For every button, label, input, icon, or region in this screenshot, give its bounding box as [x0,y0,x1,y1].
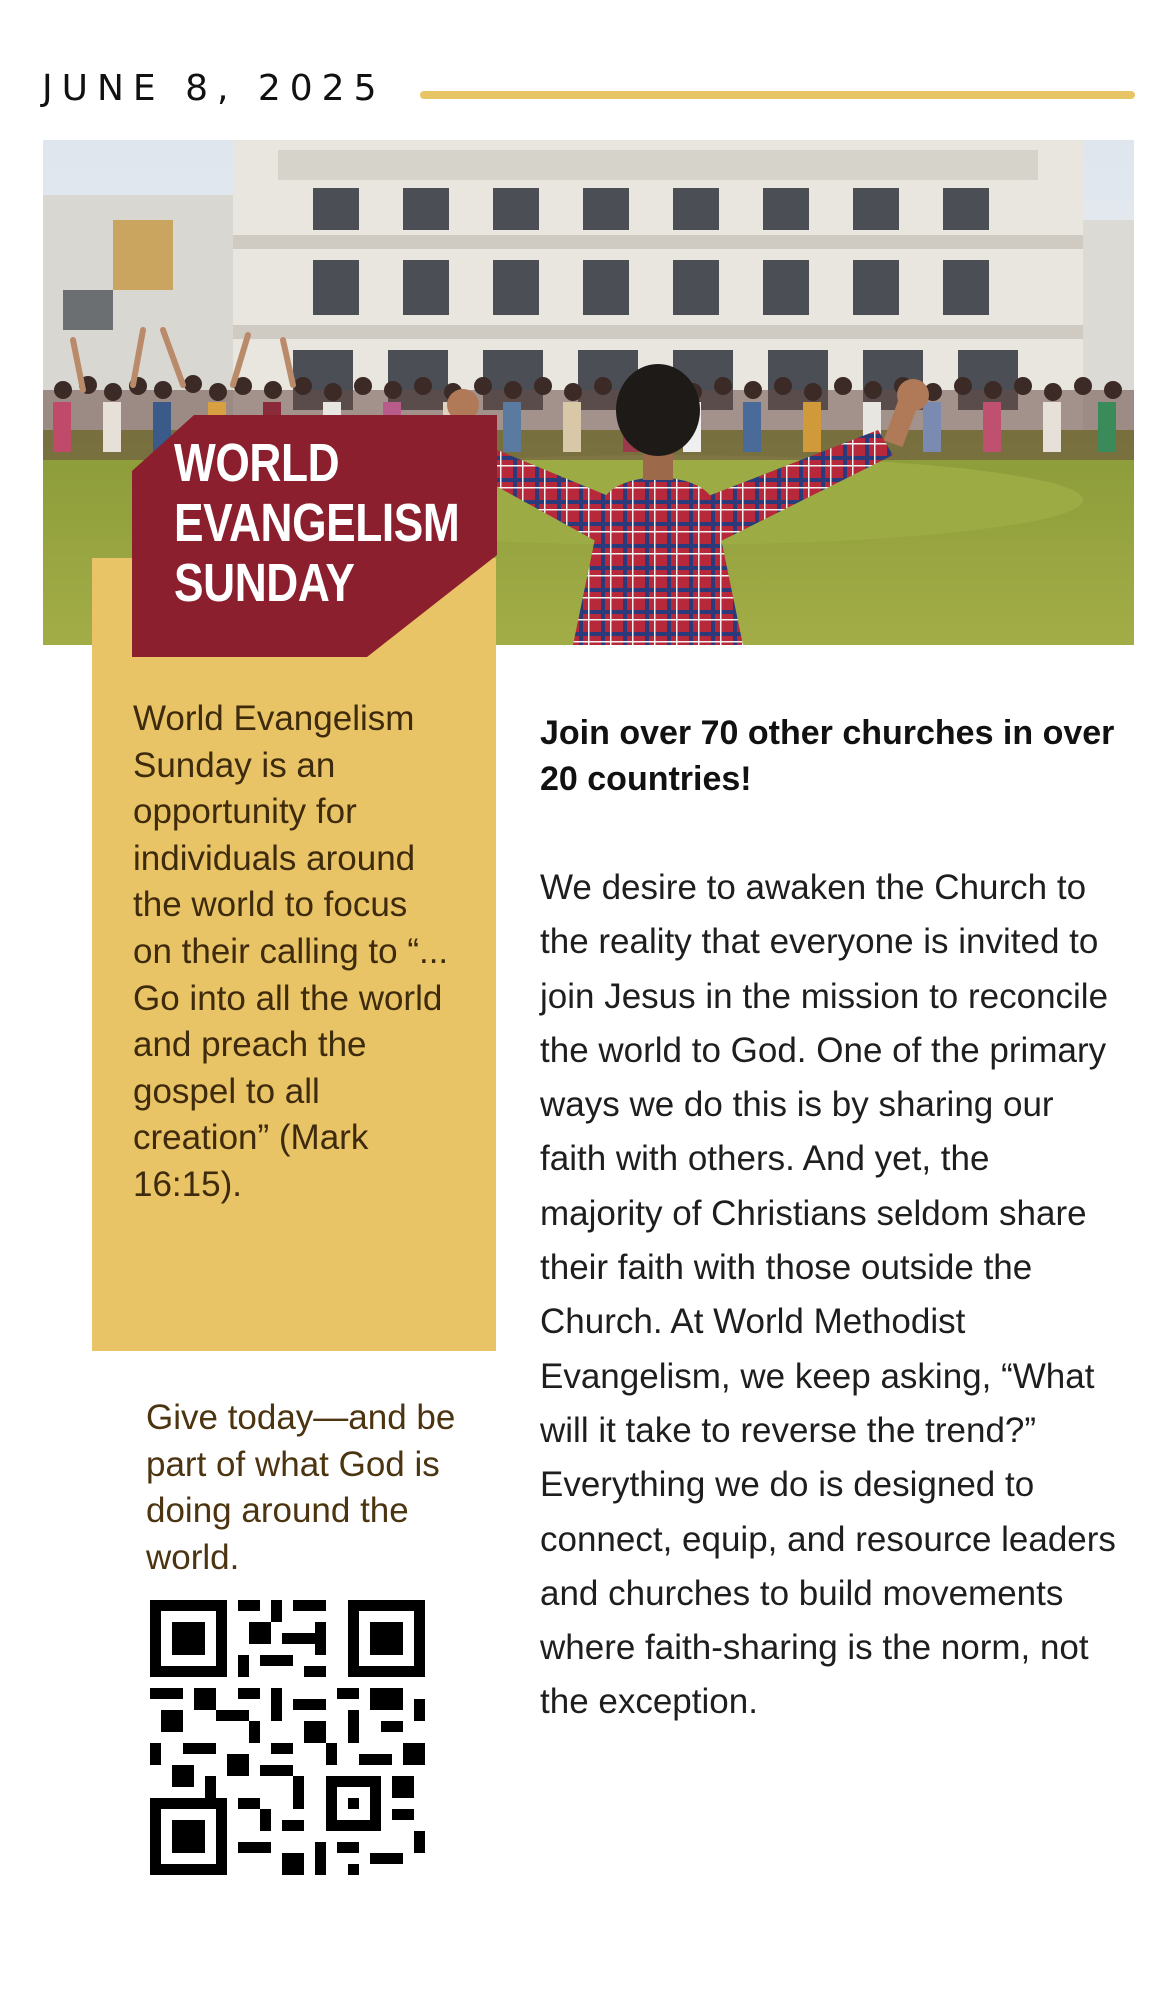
event-title-line: SUNDAY [174,553,355,613]
event-title-line: EVANGELISM [174,493,460,553]
sidebar-description: World Evangelism Sunday is an opportunity for individuals around the world to focus on their calling to “... Go into all the world and preach the gospel to all creation” (Mark 16:15). [133,699,449,1204]
mission-paragraph: We desire to awaken the Church to the reality that everyone is invited to join Jesus in the mission to reconcile the world to God. One of the primary ways we do this is by sharing our faith with others. And yet, the majority of Christians seldom share their faith with those outside the Church. At World Methodist Evangelism, we keep asking, “What will it take to reverse the trend?” Everything we do is designed to connect, equip, and resource leaders and churches to build movements where faith-sharing is the norm, not the exception. [540,868,1116,1722]
date-heading: JUNE 8, 2025 [42,68,386,109]
qr-code[interactable] [150,1600,425,1875]
event-title [174,433,459,613]
event-title-banner [132,415,497,657]
event-title-line: WORLD [174,433,340,493]
gold-divider [420,91,1135,99]
give-call-to-action: Give today—and be part of what God is doing around the world. [146,1398,456,1577]
churches-headline: Join over 70 other churches in over 20 countries! [540,714,1115,798]
